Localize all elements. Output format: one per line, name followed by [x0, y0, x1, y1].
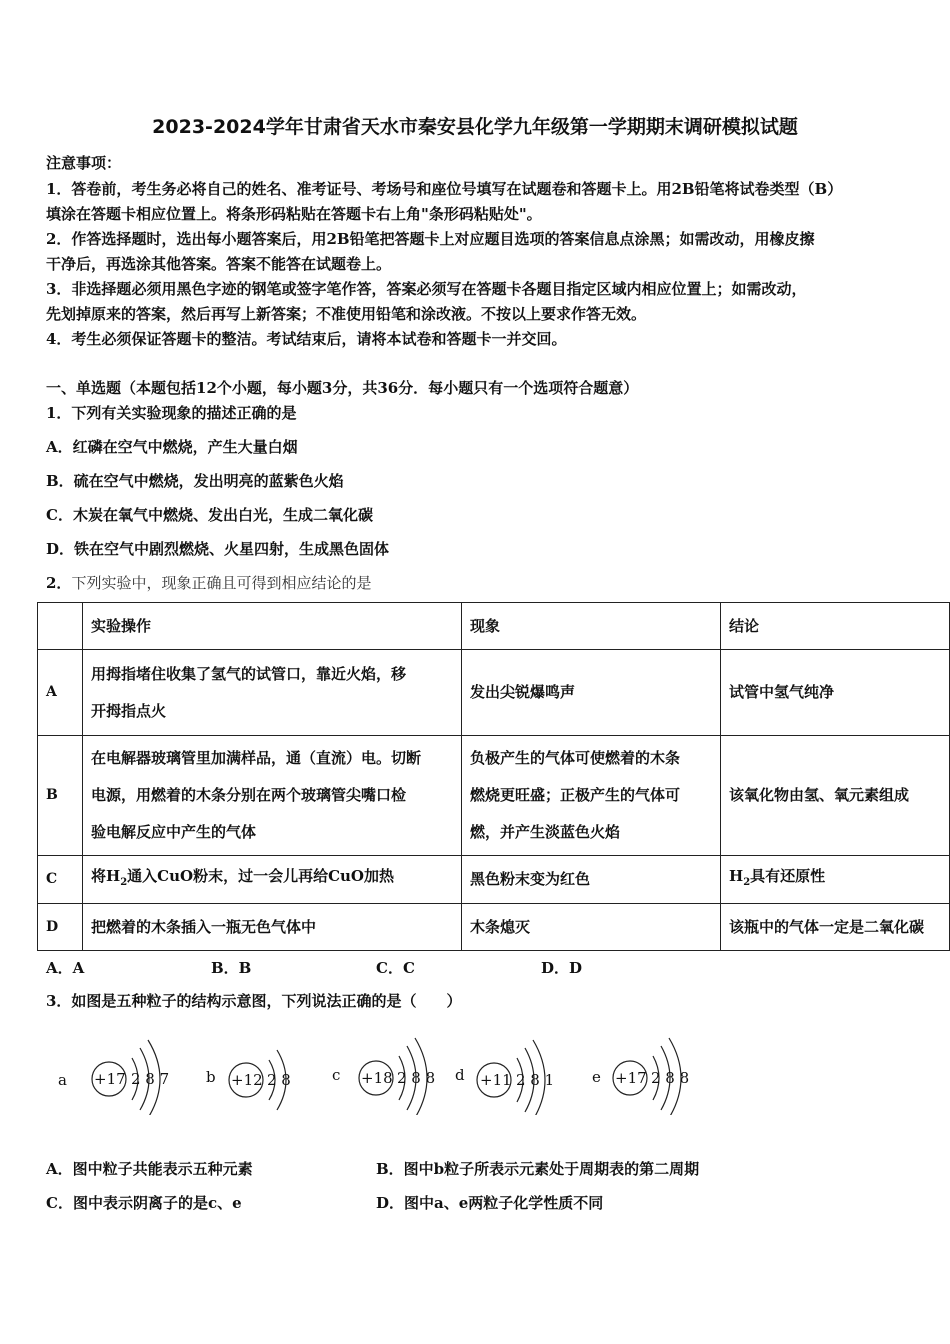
row-operation-line: 验电解反应中产生的气体: [91, 823, 257, 841]
q2-answer-a: A．A: [46, 959, 85, 977]
row-phenomenon: [462, 650, 721, 736]
row-operation-line: 电源，用燃着的木条分别在两个玻璃管尖嘴口检: [91, 786, 407, 804]
row-operation: [83, 650, 462, 736]
table-header-row: [38, 603, 950, 650]
row-phenomenon-line: 燃，并产生淡蓝色火焰: [470, 823, 621, 841]
notice-heading: 注意事项：: [46, 154, 122, 172]
formula-part: 通入CuO粉末，过一会儿再给CuO加热: [127, 867, 394, 885]
particle-label: e: [592, 1068, 601, 1086]
row-phenomenon-line: 燃烧更旺盛；正极产生的气体可: [470, 786, 681, 804]
table-row: [38, 856, 950, 904]
q1-option-a: A．红磷在空气中燃烧，产生大量白烟: [46, 438, 298, 456]
row-phenomenon: [462, 856, 721, 904]
formula-part: 具有还原性: [750, 867, 826, 885]
q1-stem: 1．下列有关实验现象的描述正确的是: [46, 404, 297, 422]
row-phenomenon-line: 负极产生的气体可使燃着的木条: [470, 749, 681, 767]
q1-option-d: D．铁在空气中剧烈燃烧、火星四射，生成黑色固体: [46, 540, 390, 558]
formula-part: 将H: [91, 867, 121, 885]
row-operation: [83, 856, 462, 904]
row-conclusion: 该氧化物由氢、氧元素组成: [721, 736, 950, 856]
row-phenomenon-line: 黑色粉末变为红色: [470, 870, 591, 888]
particle-label: d: [455, 1066, 465, 1084]
q3-stem: 3．如图是五种粒子的结构示意图，下列说法正确的是（ ）: [46, 992, 462, 1010]
row-operation-line: 在电解器玻璃管里加满样品，通（直流）电。切断: [91, 749, 422, 767]
row-phenomenon: [462, 904, 721, 951]
q2-answer-c: C．C: [376, 959, 415, 977]
row-key: A: [38, 650, 83, 736]
particle-label: b: [206, 1068, 216, 1086]
nucleus-charge: +12: [231, 1071, 263, 1089]
notice-line-4: 干净后，再选涂其他答案。答案不能答在试题卷上。: [46, 255, 392, 273]
particle-label: c: [332, 1066, 341, 1084]
q3-option-c: C．图中表示阴离子的是c、e: [46, 1194, 242, 1212]
row-conclusion: 试管中氢气纯净: [721, 650, 950, 736]
page-title: 2023-2024学年甘肃省天水市秦安县化学九年级第一学期期末调研模拟试题: [152, 116, 798, 138]
row-phenomenon: [462, 736, 721, 856]
table-row: [38, 736, 950, 856]
q3-option-a: A．图中粒子共能表示五种元素: [46, 1160, 253, 1178]
row-key: C: [38, 856, 83, 904]
q2-stem-number: 2．: [46, 574, 72, 592]
header-conclusion: 结论: [721, 603, 950, 650]
q3-option-d: D．图中a、e两粒子化学性质不同: [376, 1194, 604, 1212]
particle-label: a: [58, 1071, 67, 1089]
header-phenomenon: 现象: [462, 603, 721, 650]
q3-option-b: B．图中b粒子所表示元素处于周期表的第二周期: [376, 1160, 700, 1178]
row-phenomenon-line: 发出尖锐爆鸣声: [470, 683, 576, 701]
q2-answer-b: B．B: [211, 959, 252, 977]
table-row: [38, 650, 950, 736]
row-conclusion: 该瓶中的气体一定是二氧化碳: [721, 904, 950, 951]
row-operation-line: 开拇指点火: [91, 701, 167, 720]
row-operation: [83, 736, 462, 856]
notice-line-1: 1．答卷前，考生务必将自己的姓名、准考证号、考场号和座位号填写在试题卷和答题卡上。用2B铅笔将试卷类型（B）: [46, 180, 843, 198]
particle-c: [332, 1038, 435, 1115]
q1-option-c: C．木炭在氧气中燃烧、发出白光，生成二氧化碳: [46, 506, 373, 524]
atom-structure-diagrams: [50, 1020, 710, 1115]
shell-electrons: 2 8 7: [131, 1070, 170, 1088]
row-key: B: [38, 736, 83, 856]
q2-answer-d: D．D: [541, 959, 583, 977]
particle-a: [58, 1040, 169, 1115]
q2-stem: [46, 572, 371, 593]
experiment-table: [37, 602, 950, 951]
row-operation-line: 用拇指堵住收集了氢气的试管口，靠近火焰，移: [91, 664, 407, 683]
particle-b: [206, 1050, 291, 1110]
row-key: D: [38, 904, 83, 951]
particle-d: [455, 1040, 554, 1115]
nucleus-charge: +17: [94, 1070, 126, 1088]
shell-electrons: 2 8: [267, 1071, 291, 1089]
table-header-blank: [38, 603, 83, 650]
notice-line-6: 先划掉原来的答案，然后再写上新答案；不准使用铅笔和涂改液。不按以上要求作答无效。: [46, 305, 647, 323]
formula-subscript: 2: [120, 877, 128, 888]
shell-electrons: 2 8 8: [651, 1069, 690, 1087]
shell-electrons: 2 8 1: [516, 1071, 555, 1089]
shell-electrons: 2 8 8: [397, 1069, 436, 1087]
header-operation: 实验操作: [83, 603, 462, 650]
q2-stem-text: 下列实验中，现象正确且可得到相应结论的是: [71, 574, 372, 592]
notice-line-2: 填涂在答题卡相应位置上。将条形码粘贴在答题卡右上角"条形码粘贴处"。: [46, 205, 542, 223]
formula-part: H: [729, 867, 744, 885]
particle-e: [592, 1038, 689, 1115]
notice-line-3: 2．作答选择题时，选出每小题答案后，用2B铅笔把答题卡上对应题目选项的答案信息点涂黑；如需改动，用橡皮擦: [46, 230, 815, 248]
row-operation-line: 把燃着的木条插入一瓶无色气体中: [91, 917, 317, 936]
row-phenomenon-line: 木条熄灭: [470, 917, 531, 936]
table-row: [38, 904, 950, 951]
section-heading: 一、单选题（本题包括12个小题，每小题3分，共36分．每小题只有一个选项符合题意）: [46, 379, 639, 397]
q1-option-b: B．硫在空气中燃烧，发出明亮的蓝紫色火焰: [46, 472, 344, 490]
notice-line-5: 3．非选择题必须用黑色字迹的钢笔或签字笔作答，答案必须写在答题卡各题目指定区域内相应位置上；如需改动，: [46, 280, 807, 298]
row-conclusion: [721, 856, 950, 904]
row-operation: [83, 904, 462, 951]
nucleus-charge: +17: [615, 1069, 647, 1087]
formula-subscript: 2: [743, 877, 751, 888]
notice-line-7: 4．考生必须保证答题卡的整洁。考试结束后，请将本试卷和答题卡一并交回。: [46, 330, 567, 348]
nucleus-charge: +18: [361, 1069, 393, 1087]
nucleus-charge: +11: [480, 1071, 512, 1089]
